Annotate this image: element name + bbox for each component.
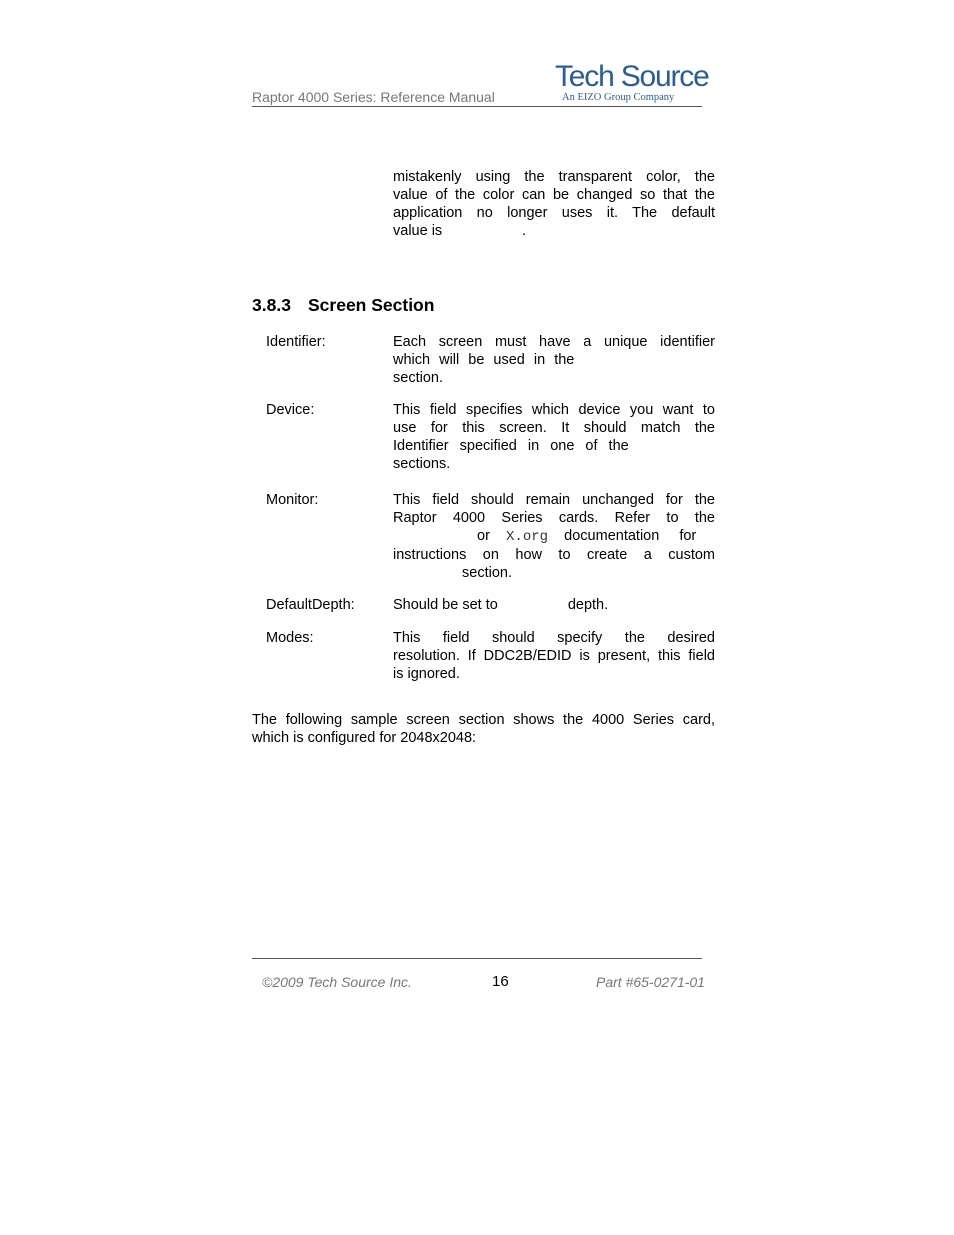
field-term-modes: Modes: (266, 630, 314, 646)
section-heading (252, 295, 434, 316)
field-term-monitor: Monitor: (266, 492, 319, 508)
field-def-identifier: Each screen must have a unique identifier which will be used in the section. (393, 334, 715, 386)
field-def-modes: This field should specify the desired resolution. If DDC2B/EDID is present, this field is ignored. (393, 630, 715, 682)
header-divider (252, 106, 702, 107)
field-term-defaultdepth: DefaultDepth: (266, 597, 355, 613)
intro-line: mistakenly using the transparent color, the (393, 169, 715, 185)
intro-paragraph (393, 168, 715, 240)
footer-copyright: ©2009 Tech Source Inc. (262, 974, 412, 990)
part-number: Part #65-0271-01 (596, 974, 705, 990)
intro-line: application no longer uses it. The default (393, 205, 715, 221)
field-def-defaultdepth: Should be set to depth. (393, 597, 609, 613)
intro-line: value of the color can be changed so that the (393, 187, 715, 203)
field-def-device: This field specifies which device you want to use for this screen. It should match the Identifier specified in one of the sections. (393, 402, 715, 472)
logo-tagline: An EIZO Group Company (562, 92, 675, 103)
closing-paragraph: The following sample screen section shows the 4000 Series card, which is configured for 2048x2048: (252, 712, 715, 746)
page-number: 16 (492, 973, 509, 990)
xorg-code: X.org (506, 529, 549, 545)
header-title: Raptor 4000 Series: Reference Manual (252, 89, 495, 105)
intro-line: value is . (393, 223, 527, 239)
tech-source-logo: Tech Source (555, 60, 709, 93)
field-term-device: Device: (266, 402, 315, 418)
section-title: Screen Section (308, 295, 435, 315)
footer-divider (252, 958, 702, 959)
field-term-identifier: Identifier: (266, 334, 326, 350)
section-number: 3.8.3 (252, 295, 291, 315)
field-def-monitor: This field should remain unchanged for the Raptor 4000 Series cards. Refer to the or X.org documentation for instructions on how to create a custom section. (393, 492, 715, 581)
